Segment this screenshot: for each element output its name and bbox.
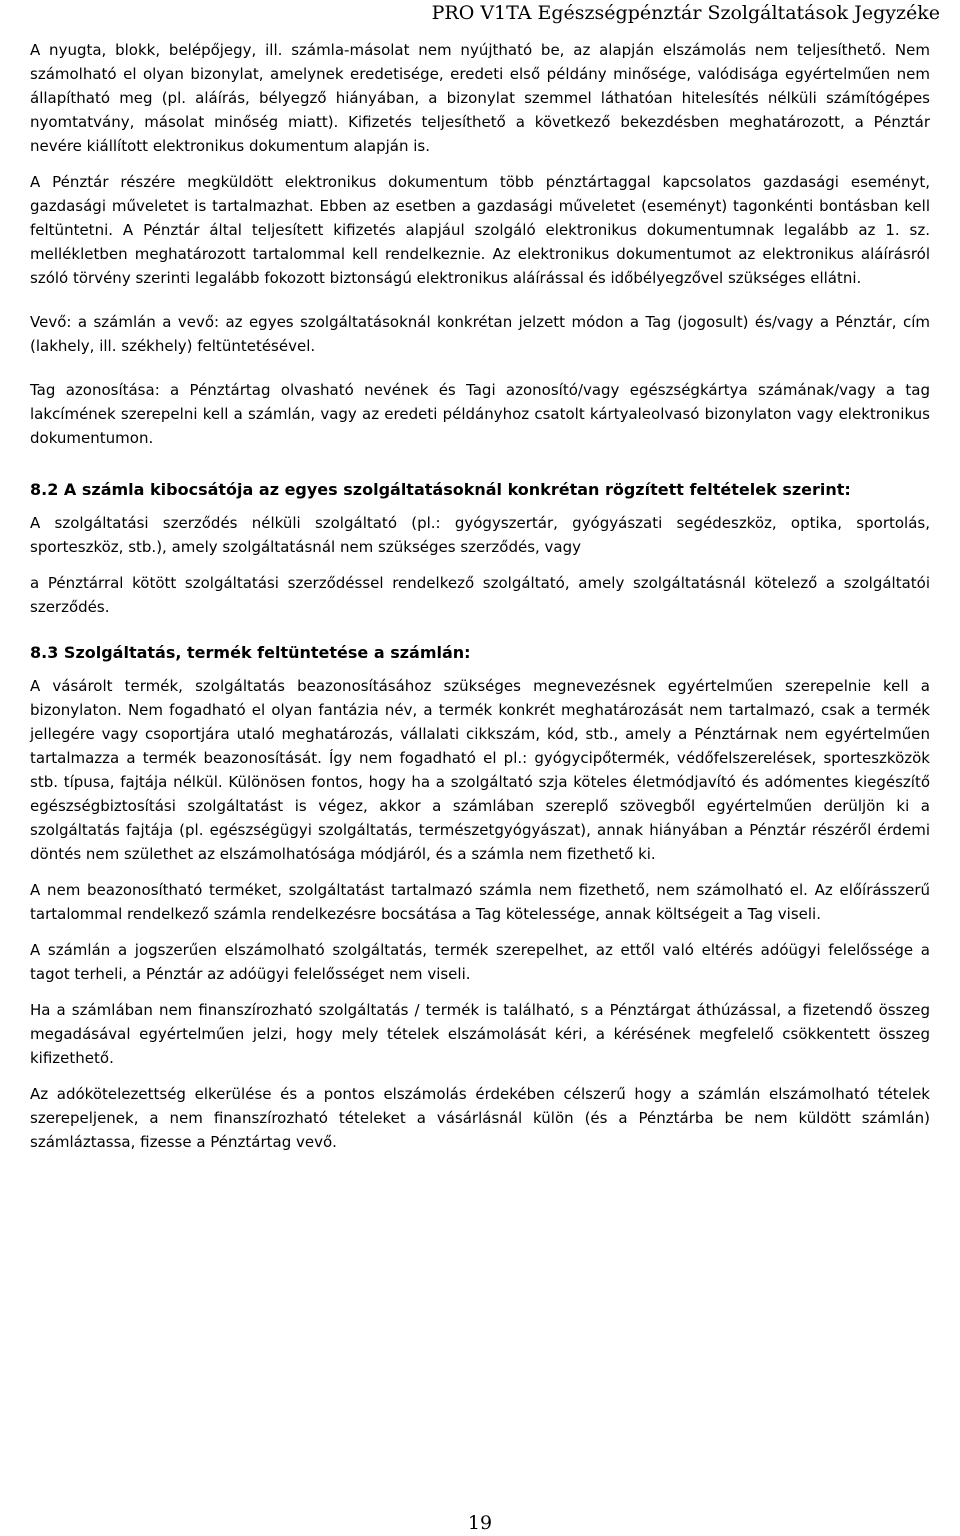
paragraph-8-3-fourth: Ha a számlában nem finanszírozható szolgáltatás / termék is található, s a Pénztárgat áthúzással, a fizetendő összeg megadásával egyértelműen jelzi, hogy mely tételek elszámolását kéri, a kérésének megfelelő csökkentett összeg kifizethető. [30, 1001, 930, 1067]
paragraph-8-3-fifth: Az adókötelezettség elkerülése és a pontos elszámolás érdekében célszerű hogy a számlán elszámolható tételek szerepeljenek, a nem finanszírozható tételeket a vásárlásnál külön (és a Pénztárba be nem küldött számlán) számláztassa, fizesse a Pénztártag vevő. [30, 1085, 930, 1151]
document-body [30, 38, 930, 1166]
paragraph-8-3-first: A vásárolt termék, szolgáltatás beazonosításához szükséges megnevezésnek egyértelműen szerepelnie kell a bizonylaton. Nem fogadható el olyan fantázia név, a termék konkrét meghatározását nem tartalmazó, csak a termék jellegére vagy csoportjára utaló meghatározás, vállalati cikkszám, kód, stb., amely a Pénztárnak nem egyértelműen tartalmazza a termék beazonosítását. Így nem fogadható el pl.: gyógycipőtermék, védőfelszerelések, sporteszközök stb. típusa, fajtája nélkül. Különösen fontos, hogy ha a szolgáltató szja köteles életmódjavító és adómentes kiegészítő egészségbiztosítási szolgáltatást is végez, akkor a számlában szereplő szövegből egyértelműen derüljön ki a szolgáltatás fajtája (pl. egészségügyi szolgáltatás, természetgyógyászat), annak hiányában a Pénztár részéről érdemi döntés nem születhet az elszámolhatósága módjáról, és a számla nem fizethető ki. [30, 677, 930, 863]
section-heading-8-2: 8.2 A számla kibocsátója az egyes szolgáltatásoknál konkrétan rögzített feltételek szerint: [30, 480, 851, 499]
section-heading-8-3: 8.3 Szolgáltatás, termék feltüntetése a számlán: [30, 643, 471, 662]
paragraph-electronic-document: A Pénztár részére megküldött elektronikus dokumentum több pénztártaggal kapcsolatos gazdasági eseményt, gazdasági műveletet is tartalmazhat. Ebben az esetben a gazdasági műveletet (eseményt) tagonkénti bontásban kell feltüntetni. A Pénztár által teljesített kifizetés alapjául szolgáló elektronikus dokumentumnak legalább az 1. sz. mellékletben meghatározott tartalommal kell rendelkeznie. Az elektronikus dokumentumot az elektronikus aláírásról szóló törvény szerinti legalább fokozott biztonságú elektronikus aláírással és időbélyegzővel szükséges ellátni. [30, 173, 930, 287]
paragraph-member-identification: Tag azonosítása: a Pénztártag olvasható nevének és Tagi azonosító/vagy egészségkártya számának/vagy a tag lakcímének szerepelni kell a számlán, vagy az eredeti példányhoz csatolt kártyaleolvasó bizonylaton vagy elektronikus dokumentumon. [30, 381, 930, 447]
paragraph-receipt-rules: A nyugta, blokk, belépőjegy, ill. számla-másolat nem nyújtható be, az alapján elszámolás nem teljesíthető. Nem számolható el olyan bizonylat, amelynek eredetisége, eredeti első példány minősége, valódisága egyértelműen nem állapítható meg (pl. aláírás, bélyegző hiányában, a bizonylat szemmel láthatóan hitelesítés nélküli számítógépes nyomtatvány, másolat minőség miatt). Kifizetés teljesíthető a következő bekezdésben meghatározott, a Pénztár nevére kiállított elektronikus dokumentum alapján is. [30, 41, 930, 155]
paragraph-8-2-second: a Pénztárral kötött szolgáltatási szerződéssel rendelkező szolgáltató, amely szolgáltatásnál kötelező a szolgáltatói szerződés. [30, 574, 930, 616]
paragraph-8-3-third: A számlán a jogszerűen elszámolható szolgáltatás, termék szerepelhet, az ettől való eltérés adóügyi felelőssége a tagot terheli, a Pénztár az adóügyi felelősséget nem viseli. [30, 941, 930, 983]
page-number: 19 [467, 1512, 493, 1534]
paragraph-buyer: Vevő: a számlán a vevő: az egyes szolgáltatásoknál konkrétan jelzett módon a Tag (jogosult) és/vagy a Pénztár, cím (lakhely, ill. székhely) feltüntetésével. [30, 313, 930, 355]
paragraph-8-2-first: A szolgáltatási szerződés nélküli szolgáltató (pl.: gyógyszertár, gyógyászati segédeszköz, optika, sportolás, sporteszköz, stb.), amely szolgáltatásnál nem szükséges szerződés, vagy [30, 514, 930, 556]
paragraph-8-3-second: A nem beazonosítható terméket, szolgáltatást tartalmazó számla nem fizethető, nem számolható el. Az előírásszerű tartalommal rendelkező számla rendelkezésre bocsátása a Tag kötelessége, annak költségeit a Tag viseli. [30, 881, 930, 923]
page-header: PRO V1TA Egészségpénztár Szolgáltatások Jegyzéke [431, 2, 940, 24]
